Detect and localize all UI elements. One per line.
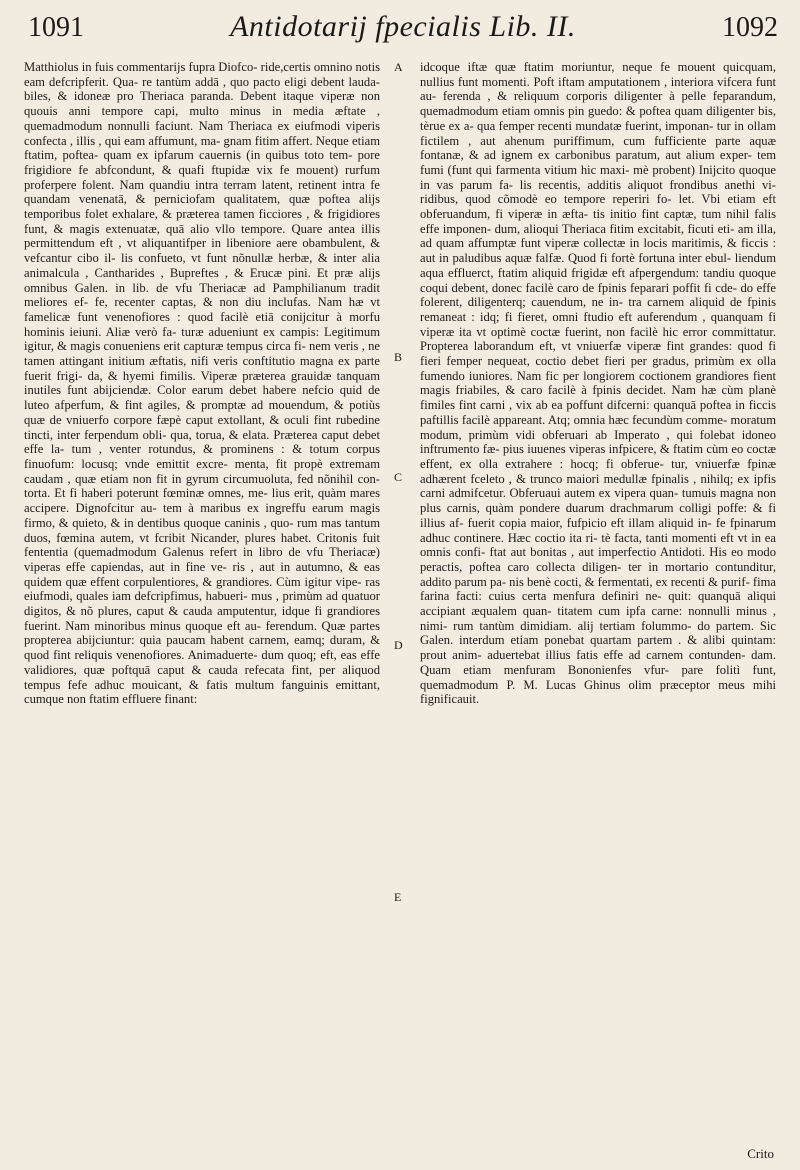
page-number-left: 1091 — [28, 12, 84, 43]
margin-letter-d: D — [394, 638, 403, 652]
running-title: Antidotarij fpecialis Lib. II. — [230, 10, 576, 43]
margin-letter-c: C — [394, 470, 403, 484]
margin-letter-a: A — [394, 60, 403, 74]
right-column-text: idcoque iftæ quæ ftatim moriuntur, neque fe mouent quicquam, nullius funt momenti. Poft iftam amputationem , interiora vifcera funt au- ferenda , & reliquum corporis diligenter à pelle feparandum, quemadmodum etiam omnis pin guedo: & poftea quam diligenter bis, tèrue ex a- qua femper recenti mundatæ fuerint, imponan- tur in ollam fictilem , aut ahenum puriffimum, cum fufficiente parte aquæ fontanæ, & ad ignem ex carbonibus paratum, aut alium exper- tem fumi (funt qui farmenta vitium hic maxi- mè probent) Inijcito quoque in vas parum fa- lis recentis, additis aliquot frondibus anethi vi- ridibus, quod cõmodè eo tempore reperiri fo- let. Vbi etiam eft obferuandum, fi viperæ in æfta- tis initio fint captæ, tum nihil falis effe imponen- dum, alioqui Theriaca fitim excitabit, ficuti eti- am illa, ad quam affumptæ funt viperæ collectæ in locis maritimis, & ficcis : aut in paludibus aquæ falfæ. Quod fi fortè fortuna inter ebul- liendum aqua effluerct, ftatim aliquid frigidæ eft afpergendum: tandiu quoque coqui debent, donec facilè caro de fpinis feparari poffit fi cde- do effe folerent, diligenterq; cauendum, ne in- tra carnem aliquid de fpinis remaneat : idq; fi fieret, omni ftudio eft auferendum , quanquam fi viperæ ita vt optimè coctæ fuerint, non facilè hic error committatur. Propterea laborandum eft, vt vniuerfæ viperæ fint grandes: quod fi fieri femper nequeat, coctio debet fieri per gradus, primùm ex olla fumendo iuniores. Nam fic per longiorem coctionem grandiores fient magis friabiles, & caro facilè à fpinis decidet. Nam hæ cùm planè fimiles fint carni , vix ab ea poffunt difcerni: quanquā poftea in ficcis paftillis facilè appareant. Atq; omnia hæc fecundùm comme- moratum modum, primùm vidi obferuari ab Imperato , qui folebat idoneo inftrumento fæ- pius iuuenes viperas infpicere, & ftatim cùm eo coctæ effent, ex olla extrahere : hocq; fi obferue- tur, vniuerfæ fpinæ adhærent fceleto , & trunco maiori medullæ fpinalis , nihilq; ex ipfis carni admifcetur. Obferuaui autem ex vipera quan- tumuis magna non plus carnis, quàm pondere duarum drachmarum colligi poffe: & fi illius af- fuerit copia maior, fufpicio eft illam aliquid in- fe fpinarum adhuc continere. Hæc coctio ita ri- tè facta, tanti momenti eft vt in ea omnis confi- ftat aut bonitas , aut imperfectio Antidoti. His eo modo peractis, poftea caro collecta diligen- ter in mortario contunditur, addito parum pa- nis benè cocti, & fermentati, ex recenti & purif- fima farina facti: cuius certa menfura definiri ne- quit: quanquā aliqui accipiant æqualem quan- titatem cum ipfa carne: nonnulli minus , nimi- rum tantùm dimidiam. alij tertiam folummo- do partem. Sic Galen. interdum etiam ponebat quartam partem . & alibi quintam: prout anim- aduertebat illius fatis effe ad carnem contunden- dam. Quam etiam menfuram Bononienfes vfur- pare folitì funt, quemadmodum P. M. Lucas Ghinus olim præceptor meus mihi fignificauit. — [420, 60, 776, 707]
catchword: Crito — [747, 1146, 774, 1161]
page-number-right: 1092 — [722, 12, 778, 43]
page-header — [28, 10, 778, 50]
left-column-text: Matthiolus in fuis commentarijs fupra Diofco- ride,certis omnino notis eam defcripferit. Qua- re tantùm addā , quo pacto eligi debent lauda- biles, & idoneæ pro Theriaca paranda. Debent itaque viperæ non quouis anni tempore capi, multo minus in media æftate , quemadmodum nonnulli faciunt. Nam Theriaca ex eiufmodi viperis confecta , illis , qui eam affumunt, ma- gnam fitim affert. Neque etiam ftatim, poftea- quam ex ipfarum cauernis (in quibus toto tem- pore frigidiore fe abfcondunt, & quafi ftupidæ vix fe mouent) rurfum proferpere folent. Nam quandiu intra terram latent, retinent intra fe quandam venenatā, & perniciofam qualitatem, quæ poftea alijs temporibus folet exhalare, & præterea tamen ficciores , & frigidiores funt, & magis extenuatæ, quā alio vllo tempore. Quare antea illis permittendum eft , vt aliquantifper in libeniore aere obambulent, & vefcantur cibo il- lis confueto, vt funt nõnullæ herbæ, & inter alia animalcula , Cantharides , Bupreftes , & Erucæ pini. Et præ alijs omnibus Galen. in lib. de vfu Theriacæ ad Pamphilianum tradit meliores ef- fe, recenter captas, & non diu inclufas. Nam hæ vt famelicæ funt venenofiores : quod facilè etiā conijcitur à morfu hominis ieiuni. Aliæ verò fa- turæ adueniunt ex campis: Legitimum igitur, & magis conueniens erit capturæ tempus circa fi- nem veris , ne tamen attingant initium æftatis, nifi veris conftitutio magna ex parte fuerit frigi- da, & hyemi fimilis. Viperæ præterea grauidæ tanquam inutiles funt abijciendæ. Color earum debet habere nefcio quid de luteo afperfum, & fint agiles, & promptæ ad mouendum, & potiùs quæ de vniuerfo corpore fæpè caput extollant, & oculi fint rubedine tincti, inter ferpendum obli- qua, torua, & elata. Præterea caput debet effe la- tum , venter rotundus, & prominens : & totum corpus finuofum: locusq; vnde emittit excre- menta, fit propè extremam caudam , quæ etiam non fit in gyrum circumuoluta, fed nõnihil con- torta. Et fi haberi poterunt fœminæ omnes, me- lius erit, quàm mares accipere. Dignofcitur au- tem à maribus ex ingreffu earum magis firmo, & quieto, & in dentibus quoque caninis , quo- rum mas tantum duos, fœmina autem, vt fcribit Nicander, plures habet. Critonis fuit fententia (quemadmodum Galenus refert in libro de vfu Theriacæ) viperas effe capiendas, aut in fine ve- ris , aut in autumno, & eas quidem quæ effent corpulentiores, & grandiores. Cùm igitur vipe- ras eiufmodi, quales iam defcripfimus, habueri- mus , primùm ad quatuor digitos, & nõ plures, caput & cauda amputentur, idque fi grandiores fuerint. Nam minoribus minus quoque eft au- ferendum. Quæ partes propterea abijciuntur: quia paucam habent carnem, eamq; duram, & quod fint reliquis venenofiores. Animaduerte- dum quoq; eft, eas effe validiores, quæ poftquā caput & cauda refecata fint, per aliquod tempus fefe adhuc mouicant, & fatis multum fanguinis emittant, cumque non ftatim effluere finant: — [24, 60, 380, 707]
margin-letters — [388, 60, 414, 1150]
margin-letter-e: E — [394, 890, 402, 904]
right-column — [420, 60, 776, 707]
left-column — [24, 60, 380, 707]
margin-letter-b: B — [394, 350, 403, 364]
